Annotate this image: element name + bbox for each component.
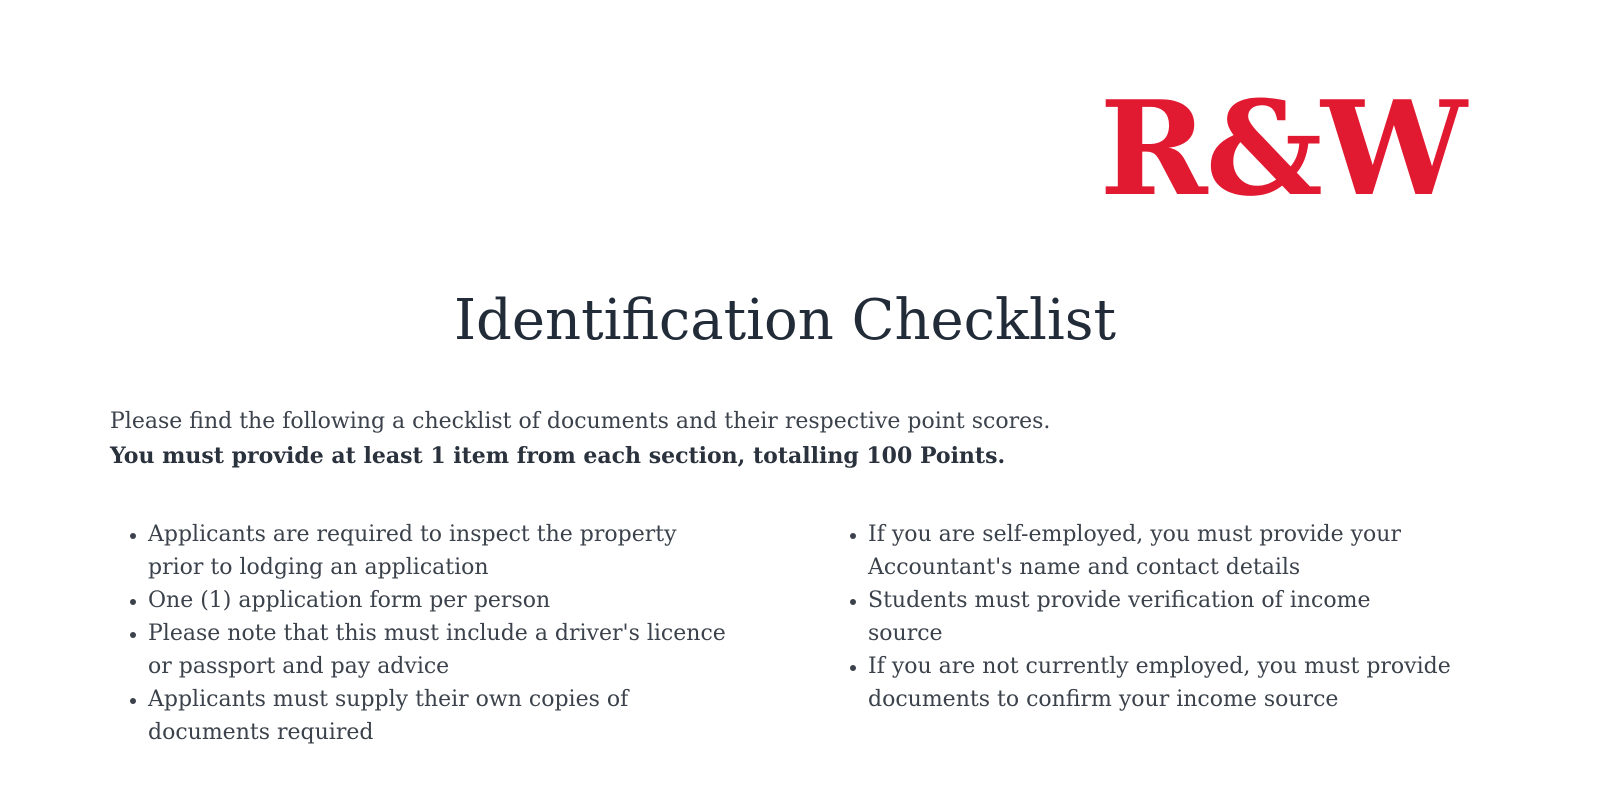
rw-logo: R&W: [1099, 72, 1465, 225]
list-item-line: documents required: [148, 720, 374, 745]
list-item: [148, 683, 770, 749]
list-item-line: Accountant's name and contact details: [868, 555, 1301, 580]
notes-column-right: [830, 518, 1490, 749]
notes-column-left: [110, 518, 770, 749]
list-item-line: • Applicants are required to inspect the property: [148, 522, 677, 547]
list-item-line: or passport and pay advice: [148, 654, 450, 679]
list-item: [868, 518, 1490, 584]
checklist-notes: [110, 518, 1490, 749]
list-item-line: • Students must provide verification of income: [868, 588, 1371, 613]
list-item-line: • If you are not currently employed, you must provide: [868, 654, 1451, 679]
list-item-line: • One (1) application form per person: [148, 588, 551, 613]
list-item-line: prior to lodging an application: [148, 555, 489, 580]
intro-paragraph: [110, 404, 1540, 474]
list-item-line: • Please note that this must include a driver's licence: [148, 621, 726, 646]
list-item-line: • If you are self-employed, you must provide your: [868, 522, 1401, 547]
list-item-line: documents to confirm your income source: [868, 687, 1339, 712]
intro-line-bold: You must provide at least 1 item from each section, totalling 100 Points.: [110, 443, 1006, 469]
list-item: [868, 584, 1490, 650]
page-title: Identification Checklist: [453, 288, 1117, 353]
list-item: [868, 650, 1490, 716]
list-item-line: • Applicants must supply their own copies of: [148, 687, 629, 712]
list-item: [148, 584, 770, 617]
list-item: [148, 617, 770, 683]
intro-line-regular: Please find the following a checklist of documents and their respective point scores.: [110, 409, 1051, 434]
list-item-line: source: [868, 621, 943, 646]
list-item: [148, 518, 770, 584]
